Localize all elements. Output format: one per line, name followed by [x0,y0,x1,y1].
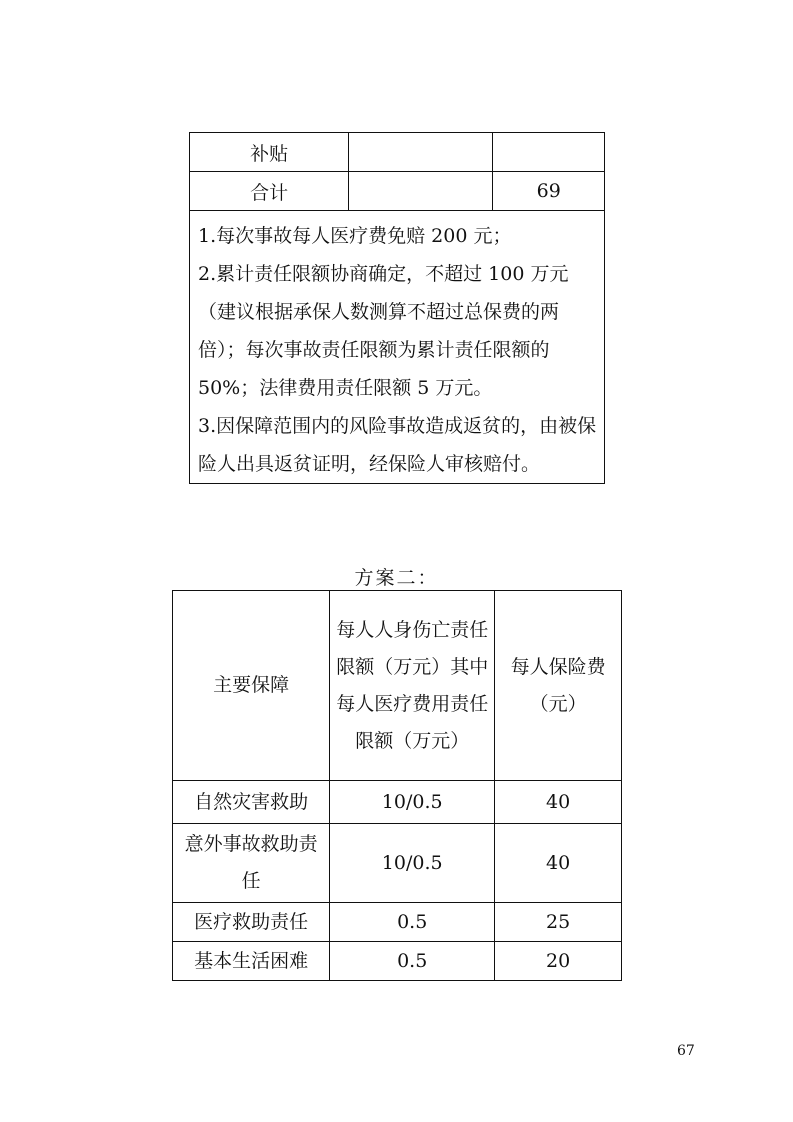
coverage-label: 意外事故救助责任 [173,824,330,903]
plan-two-title: 方案二： [354,567,439,589]
note-3: 3.因保障范围内的风险事故造成返贫的，由被保险人出具返贫证明，经保险人审核赔付。 [198,415,597,475]
coverage-table-1 [189,132,605,484]
coverage-limit: 10/0.5 [330,781,495,824]
row-label: 合计 [190,172,349,211]
coverage-premium: 20 [495,942,622,981]
table-row [173,824,622,903]
table-row [173,942,622,981]
coverage-label: 医疗救助责任 [173,903,330,942]
table-row [190,133,605,172]
header-row [173,591,622,781]
table-row [173,903,622,942]
page-number: 67 [677,1043,695,1059]
coverage-label: 基本生活困难 [173,942,330,981]
row-mid-cell [349,172,493,211]
coverage-limit: 0.5 [330,942,495,981]
row-label: 补贴 [190,133,349,172]
notes-row [190,211,605,484]
coverage-limit: 0.5 [330,903,495,942]
header-premium: 每人保险费（元） [495,591,622,781]
row-value: 69 [493,172,605,211]
coverage-premium: 25 [495,903,622,942]
table-row [190,172,605,211]
coverage-table-2 [172,590,622,981]
row-value [493,133,605,172]
coverage-label: 自然灾害救助 [173,781,330,824]
note-1: 1.每次事故每人医疗费免赔 200 元； [198,225,512,247]
row-mid-cell [349,133,493,172]
table-row [173,781,622,824]
note-2: 2.累计责任限额协商确定，不超过 100 万元（建议根据承保人数测算不超过总保费的两倍）；每次事故责任限额为累计责任限额的 50%；法律费用责任限额 5 万元。 [198,263,569,399]
notes-cell [190,211,605,484]
header-liability-limit: 每人人身伤亡责任限额（万元）其中每人医疗费用责任限额（万元） [330,591,495,781]
coverage-premium: 40 [495,781,622,824]
coverage-premium: 40 [495,824,622,903]
header-main-coverage: 主要保障 [173,591,330,781]
coverage-limit: 10/0.5 [330,824,495,903]
